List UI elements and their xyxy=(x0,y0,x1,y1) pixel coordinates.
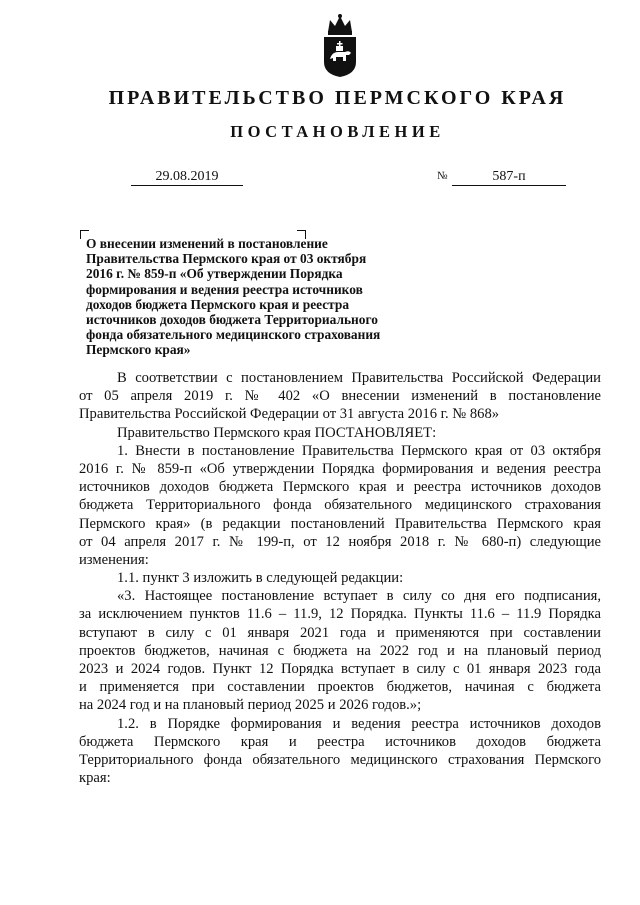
document-type-title: ПОСТАНОВЛЕНИЕ xyxy=(230,122,445,141)
body-line: Правительство Пермского края ПОСТАНОВЛЯЕТ: xyxy=(117,424,437,441)
government-title: ПРАВИТЕЛЬСТВО ПЕРМСКОГО КРАЯ xyxy=(108,87,567,109)
body-line: от 04 апреля 2017 г. № 199-п, от 12 ноября 2018 г. № 680-п) следующие xyxy=(79,533,601,550)
body-line: изменения: xyxy=(79,551,149,568)
document-number: 587-п xyxy=(452,168,566,186)
body-line: на 2024 год и на плановый период 2025 и 2026 годов.»; xyxy=(79,697,422,714)
body-line: бюджета Территориального фонда обязательного медицинского страхования xyxy=(79,497,601,514)
body-line: проектов бюджетов, начиная с бюджета на 2022 год и на плановый период xyxy=(79,642,601,659)
body-line: 1.2. в Порядке формирования и ведения реестра источников доходов xyxy=(117,715,601,732)
subject-line: доходов бюджета Пермского края и реестра xyxy=(86,296,350,312)
coat-of-arms-icon xyxy=(318,12,362,78)
subject-line: О внесении изменений в постановление xyxy=(86,236,328,251)
body-line: за исключением пунктов 11.6 – 11.9, 12 Порядка. Пункты 11.6 – 11.9 Порядка xyxy=(79,606,601,623)
number-sign: № xyxy=(437,170,448,182)
document-body xyxy=(79,369,601,787)
subject-line: Правительства Пермского края от 03 октября xyxy=(86,251,367,267)
body-line: и применяется при составлении проектов бюджетов, начиная с бюджета xyxy=(79,679,601,696)
subject-line: 2016 г. № 859-п «Об утверждении Порядка xyxy=(86,266,343,282)
body-line: Правительства Российской Федерации от 31 августа 2016 г. № 868» xyxy=(79,406,500,423)
subject-line: формирования и ведения реестра источников xyxy=(86,281,363,297)
subject-line: источников доходов бюджета Территориального xyxy=(86,312,378,328)
body-line: «3. Настоящее постановление вступает в силу со дня его подписания, xyxy=(117,588,601,605)
body-line: Территориального фонда обязательного медицинского страхования Пермского xyxy=(79,751,601,768)
body-line: бюджета Пермского края и реестра источников доходов бюджета xyxy=(79,733,601,750)
document-subject xyxy=(86,236,431,358)
subject-line: фонда обязательного медицинского страхования xyxy=(86,327,381,343)
body-line: вступают в силу с 01 января 2021 года и применяются при составлении xyxy=(79,624,601,641)
body-line: В соответствии с постановлением Правительства Российской Федерации xyxy=(117,370,601,386)
body-line: от 05 апреля 2019 г. № 402 «О внесении изменений в постановление xyxy=(79,388,601,405)
body-line: Пермского края» (в редакции постановлений Правительства Пермского края xyxy=(79,515,601,532)
body-line: 2023 и 2024 годов. Пункт 12 Порядка вступает в силу с 01 января 2023 года xyxy=(79,661,601,677)
body-line: 1.1. пункт 3 изложить в следующей редакции: xyxy=(117,570,404,587)
subject-line: Пермского края» xyxy=(86,342,191,358)
body-line: края: xyxy=(79,770,111,787)
body-line: 2016 г. № 859-п «Об утверждении Порядка формирования и ведения реестра xyxy=(79,460,601,477)
body-line: источников доходов бюджета Пермского края и реестра источников доходов xyxy=(79,479,601,496)
document-date: 29.08.2019 xyxy=(131,168,243,186)
body-line: 1. Внести в постановление Правительства Пермского края от 03 октября xyxy=(117,442,601,459)
